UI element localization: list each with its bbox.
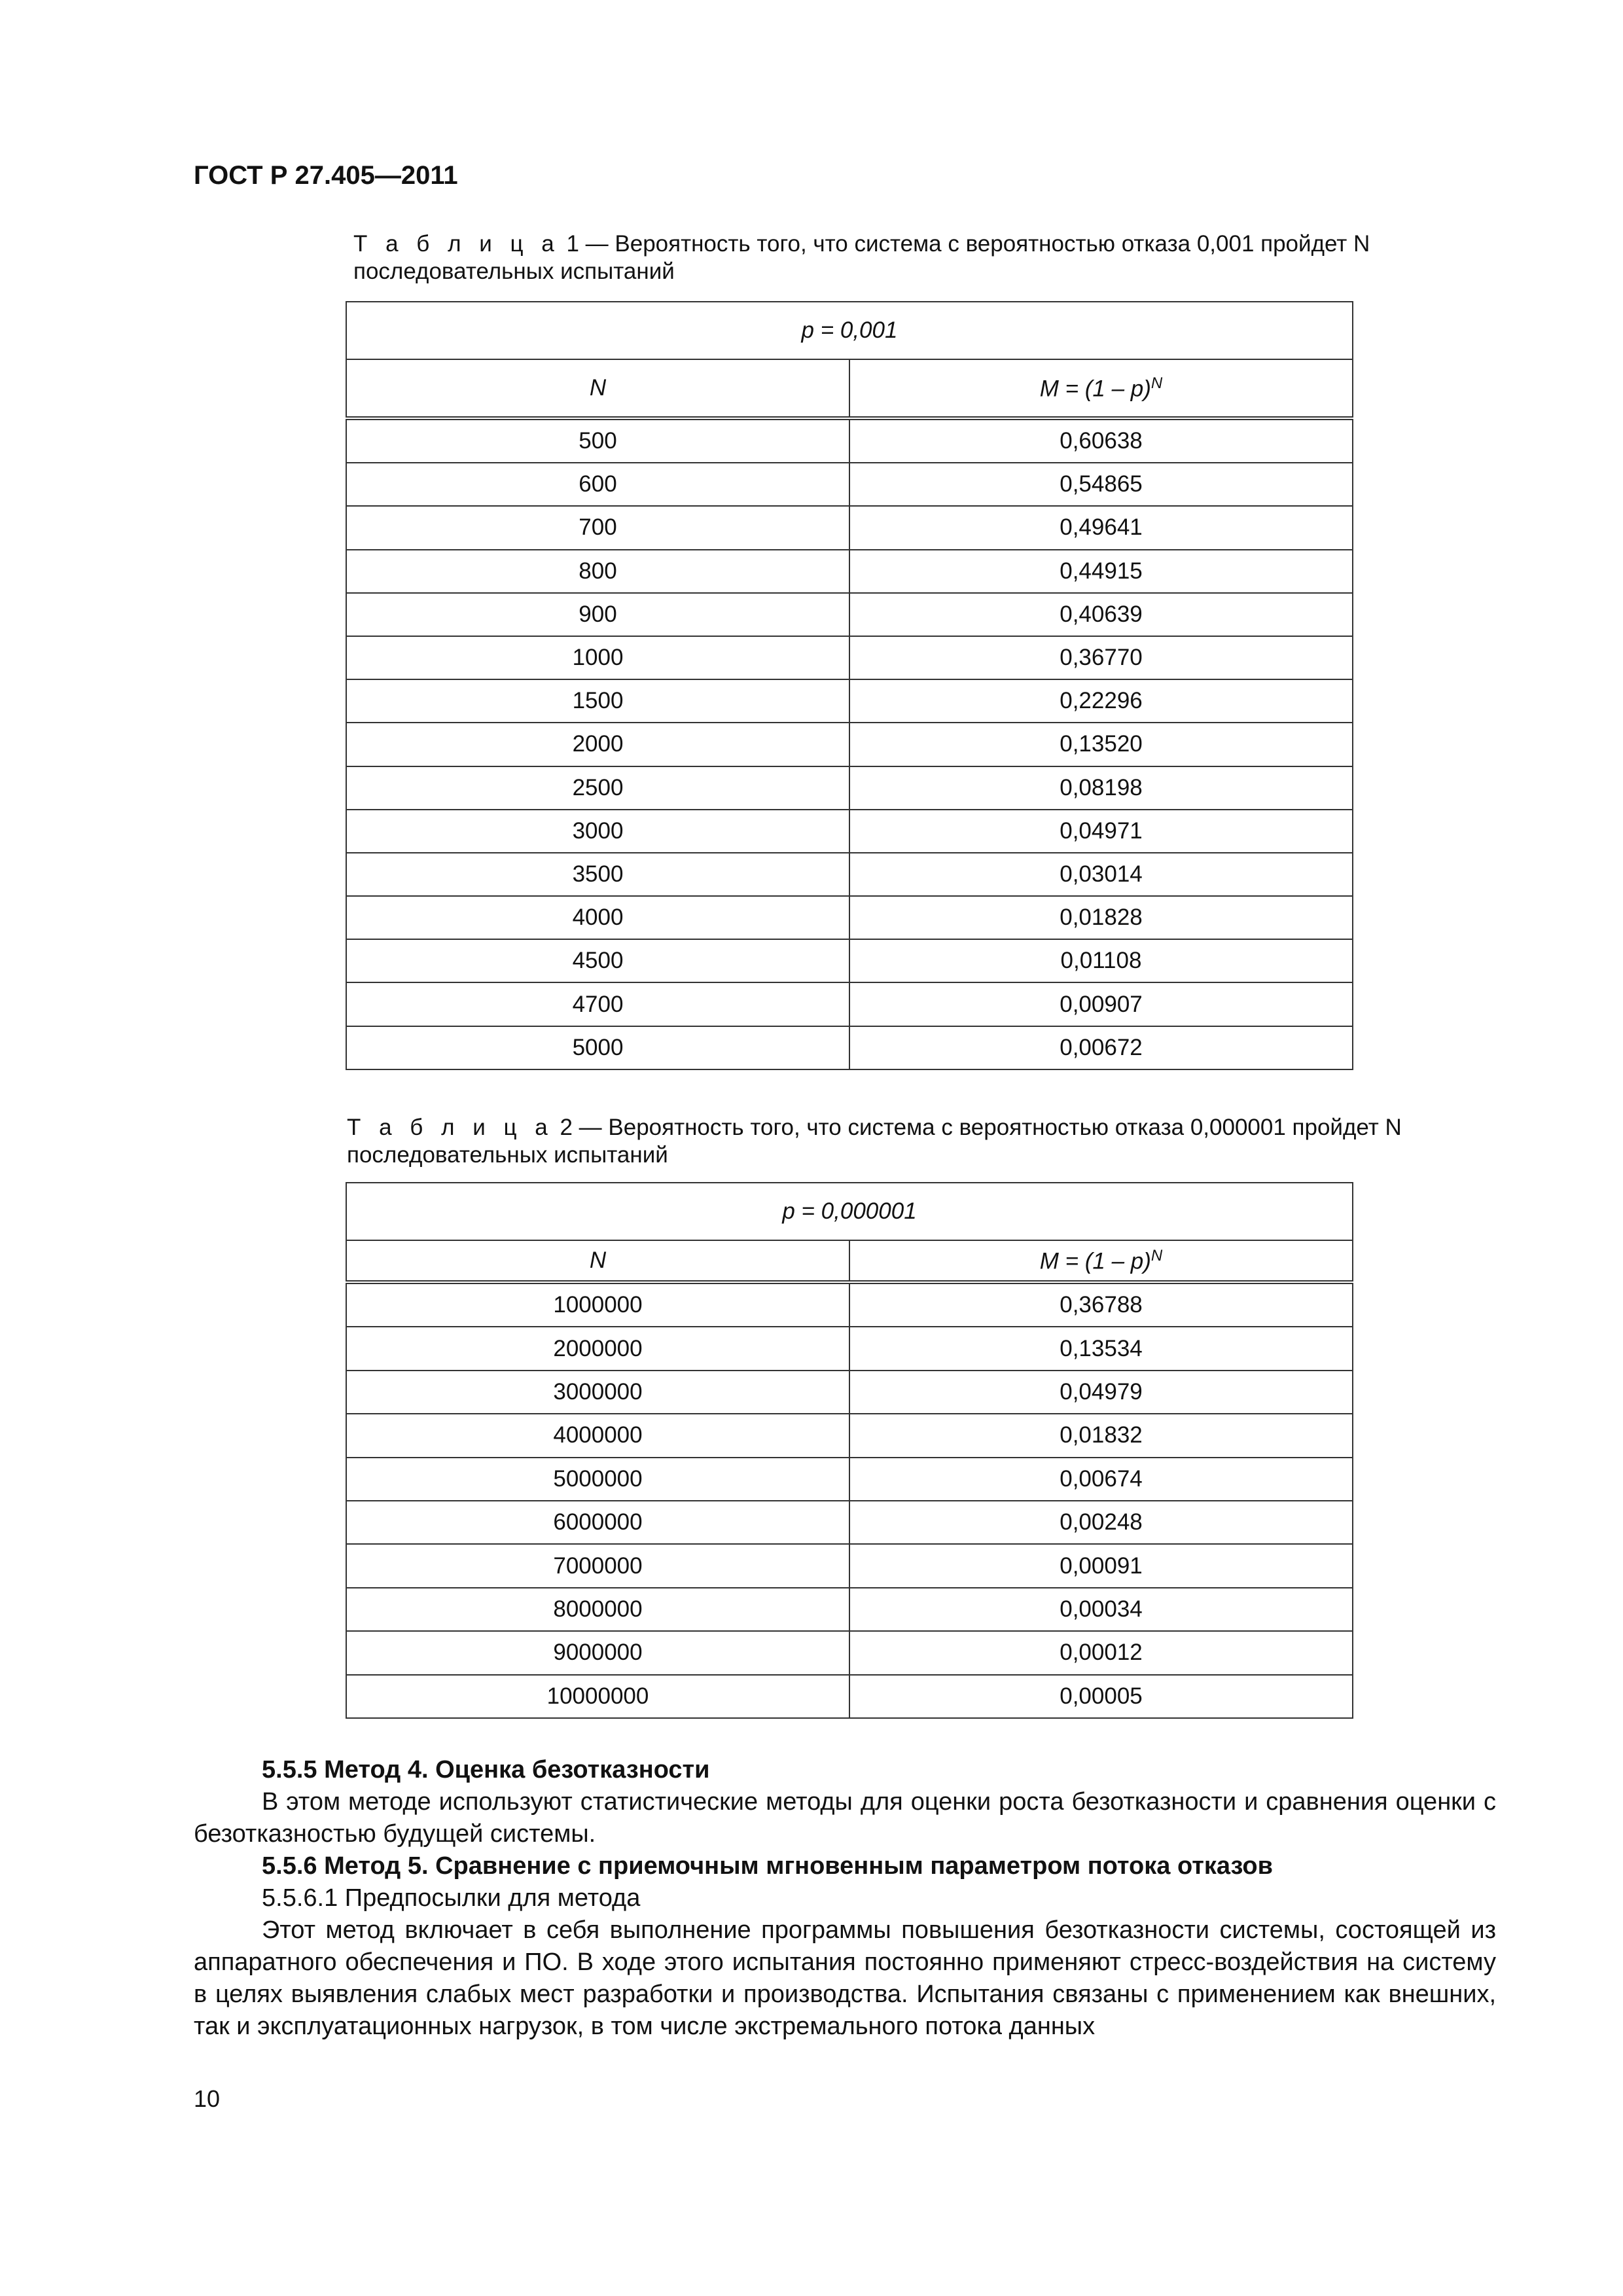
table-row (346, 810, 1353, 853)
section-5-5-6-heading: 5.5.6 Метод 5. Сравнение с приемочным мгновенным параметром потока отказов (262, 1852, 1273, 1880)
cell-n: 3000 (346, 810, 849, 853)
cell-n: 4700 (346, 982, 849, 1026)
cell-m: 0,54865 (849, 463, 1353, 506)
table-row (346, 723, 1353, 766)
table-row (346, 550, 1353, 593)
table1-col-m: M = (1 – p)$^N$ (849, 359, 1353, 418)
cell-n: 10000000 (346, 1675, 849, 1718)
cell-n: 1000000 (346, 1282, 849, 1327)
cell-n: 600 (346, 463, 849, 506)
cell-m: 0,08198 (849, 766, 1353, 810)
cell-m: 0,00672 (849, 1026, 1353, 1069)
cell-n: 5000000 (346, 1458, 849, 1501)
table-row (346, 1458, 1353, 1501)
table-row (346, 1026, 1353, 1069)
table2 (346, 1182, 1353, 1719)
table1-col-n: N (346, 359, 849, 418)
cell-n: 700 (346, 506, 849, 549)
table-row (346, 593, 1353, 636)
table1-caption (353, 230, 1466, 285)
cell-m: 0,00005 (849, 1675, 1353, 1718)
cell-n: 4000000 (346, 1414, 849, 1457)
cell-m: 0,13520 (849, 723, 1353, 766)
cell-m: 0,49641 (849, 506, 1353, 549)
table-row (346, 896, 1353, 939)
table-row (346, 1327, 1353, 1370)
cell-n: 9000000 (346, 1631, 849, 1674)
table-row (346, 1282, 1353, 1327)
cell-m: 0,00907 (849, 982, 1353, 1026)
table-row (346, 1675, 1353, 1718)
table2-p-header: p = 0,000001 (346, 1183, 1353, 1240)
cell-m: 0,01108 (849, 939, 1353, 982)
table-row (346, 506, 1353, 549)
cell-n: 8000000 (346, 1588, 849, 1631)
section-5-5-6-1-heading: 5.5.6.1 Предпосылки для метода (262, 1884, 641, 1912)
cell-n: 800 (346, 550, 849, 593)
document-header: ГОСТ Р 27.405—2011 (194, 161, 458, 190)
table-row (346, 636, 1353, 679)
cell-m: 0,36788 (849, 1282, 1353, 1327)
table-row (346, 1371, 1353, 1414)
cell-m: 0,01832 (849, 1414, 1353, 1457)
section-5-5-5-text: В этом методе используют статистические методы для оценки роста безотказности и сравнения оценки с безотказностью будущей системы. (194, 1788, 1496, 1848)
table-row (346, 1544, 1353, 1587)
cell-m: 0,00034 (849, 1588, 1353, 1631)
cell-m: 0,60638 (849, 418, 1353, 463)
cell-m: 0,00674 (849, 1458, 1353, 1501)
cell-m: 0,04971 (849, 810, 1353, 853)
cell-n: 4500 (346, 939, 849, 982)
table1-caption-label: Т а б л и ц а (353, 231, 560, 257)
table2-caption-text: 2 — Вероятность того, что система с вероятностью отказа 0,000001 пройдет N последовательных испытаний (347, 1115, 1402, 1168)
section-5-5-6-1-text: Этот метод включает в себя выполнение программы повышения безотказности системы, состоящей из аппаратного обеспечения и ПО. В ходе этого испытания постоянно применяют стресс-воздействия на систему в целях выявления слабых мест разработки и производства. Испытания связаны с применением как внешних, так и эксплуатационных нагрузок, в том числе экстремального потока данных (194, 1916, 1496, 2040)
cell-m: 0,13534 (849, 1327, 1353, 1370)
cell-n: 1000 (346, 636, 849, 679)
table-row (346, 418, 1353, 463)
cell-n: 2500 (346, 766, 849, 810)
body-text (194, 1754, 1496, 2043)
page-number: 10 (194, 2085, 221, 2112)
table1-caption-text: 1 — Вероятность того, что система с вероятностью отказа 0,001 пройдет N последовательных испытаний (353, 231, 1370, 284)
cell-m: 0,36770 (849, 636, 1353, 679)
table2-caption (347, 1114, 1459, 1169)
table-row (346, 463, 1353, 506)
cell-m: 0,44915 (849, 550, 1353, 593)
table-row (346, 939, 1353, 982)
table1 (346, 301, 1353, 1070)
cell-n: 3000000 (346, 1371, 849, 1414)
table-row (346, 1501, 1353, 1544)
cell-m: 0,22296 (849, 679, 1353, 723)
cell-n: 900 (346, 593, 849, 636)
cell-n: 500 (346, 418, 849, 463)
cell-m: 0,04979 (849, 1371, 1353, 1414)
cell-m: 0,00012 (849, 1631, 1353, 1674)
table-row (346, 853, 1353, 896)
cell-m: 0,40639 (849, 593, 1353, 636)
table-row (346, 679, 1353, 723)
table-row (346, 1588, 1353, 1631)
section-5-5-5-heading: 5.5.5 Метод 4. Оценка безотказности (262, 1756, 710, 1784)
table2-col-m: M = (1 – p)$^N$ (849, 1240, 1353, 1282)
cell-m: 0,00248 (849, 1501, 1353, 1544)
table-row (346, 982, 1353, 1026)
cell-n: 1500 (346, 679, 849, 723)
table2-col-n: N (346, 1240, 849, 1282)
table-row (346, 766, 1353, 810)
cell-m: 0,01828 (849, 896, 1353, 939)
table-row (346, 1631, 1353, 1674)
cell-n: 7000000 (346, 1544, 849, 1587)
table-row (346, 1414, 1353, 1457)
cell-n: 2000 (346, 723, 849, 766)
cell-n: 6000000 (346, 1501, 849, 1544)
cell-n: 2000000 (346, 1327, 849, 1370)
cell-n: 3500 (346, 853, 849, 896)
cell-m: 0,00091 (849, 1544, 1353, 1587)
cell-m: 0,03014 (849, 853, 1353, 896)
table1-p-header: p = 0,001 (346, 302, 1353, 359)
cell-n: 4000 (346, 896, 849, 939)
cell-n: 5000 (346, 1026, 849, 1069)
table2-caption-label: Т а б л и ц а (347, 1115, 554, 1140)
